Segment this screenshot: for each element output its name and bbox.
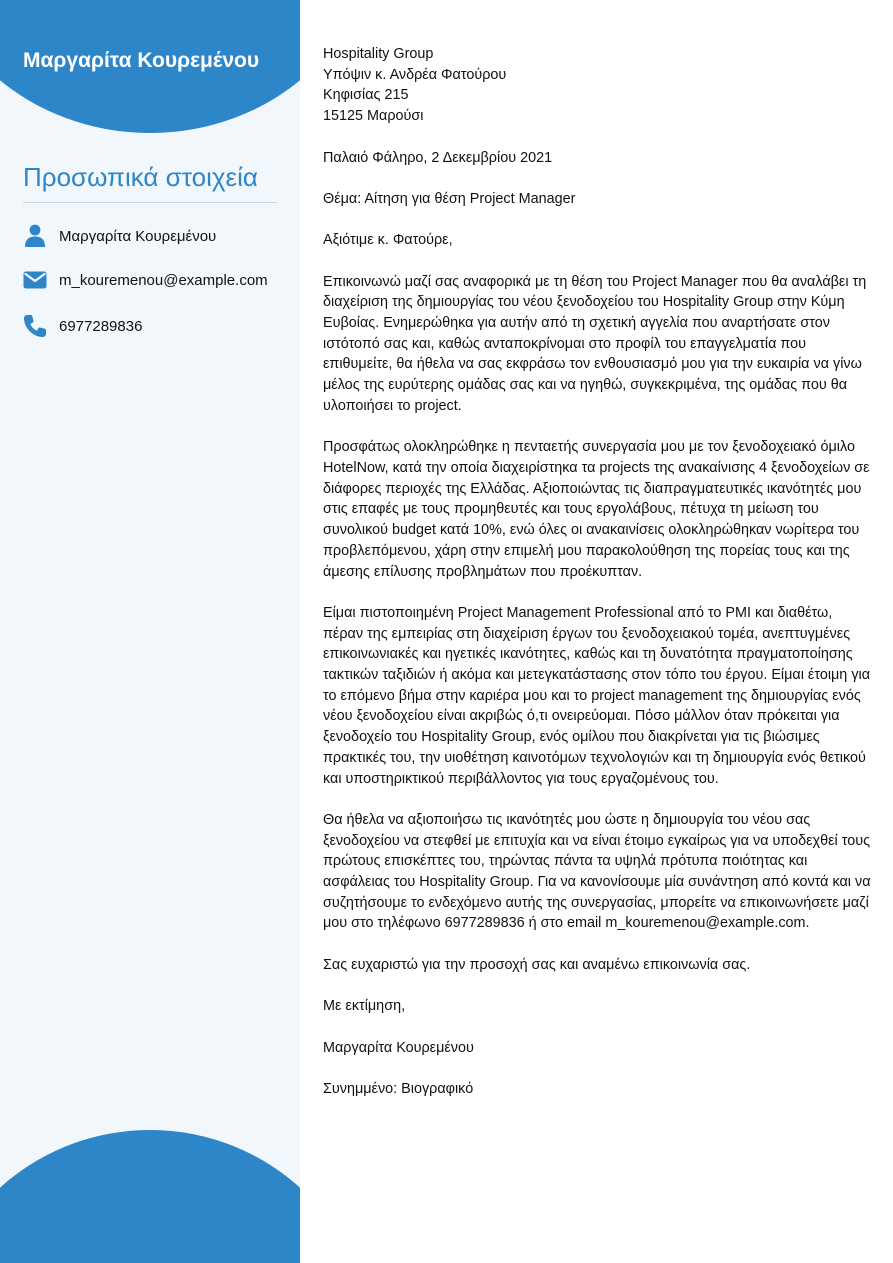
sidebar-footer-shape — [0, 1130, 300, 1263]
envelope-icon — [23, 268, 47, 292]
sidebar — [0, 0, 300, 1263]
subject-line: Θέμα: Αίτηση για θέση Project Manager — [323, 190, 576, 207]
contact-phone-row — [23, 312, 293, 340]
contact-name-row — [23, 222, 293, 250]
phone-icon — [23, 314, 47, 338]
contact-name-text: Μαργαρίτα Κουρεμένου — [59, 227, 217, 245]
body-paragraph: Σας ευχαριστώ για την προσοχή σας και αναμένω επικοινωνία σας. — [323, 956, 751, 973]
body-paragraph: Προσφάτως ολοκληρώθηκε η πενταετής συνεργασία μου με τον ξενοδοχειακό όμιλο HotelNow, κατά την οποία διαχειρίστηκα τα projects της ανακαίνισης 4 ξενοδοχείων σε διάφορες περιοχές της Ελλάδας. Αξιοποιώντας τις διαπραγματευτικές ικανότητές μου στις επαφές με τους προμηθευτές και τους εργολάβους, πέτυχα τη μείωση του συνολικού budget κατά 10%, ενώ όλες οι ανακαινίσεις ολοκληρώθηκαν νωρίτερα του προβλεπόμενου, χάρη στην επιμελή μου παρακολούθηση της πορείας τους και της άμεσης επίλυσης προβλημάτων που προέκυπταν. — [323, 439, 870, 580]
contact-phone-text: 6977289836 — [59, 317, 143, 335]
signature: Μαργαρίτα Κουρεμένου — [323, 1039, 474, 1056]
body-paragraph: Είμαι πιστοποιημένη Project Management Professional από το PMI και διαθέτω, πέραν της εμπειρίας στη διαχείριση έργων του ξενοδοχειακού τομέα, ανεπτυγμένες επικοινωνιακές και ηγετικές ικανότητες, καθώς και τη δυνατότητα πραγματοποίησης τακτικών ταξιδιών ή ακόμα και μετεγκατάστασης στον τόπο του έργου. Είμαι έτοιμη για το επόμενο βήμα στην καριέρα μου και το project management της δημιουργίας ενός νέου ξενοδοχείου είναι ακριβώς ό,τι ονειρεύομαι. Πόσο μάλλον όταν πρόκειται για ξενοδοχείο του Hospitality Group, ενός ομίλου που διακρίνεται για τις βιώσιμες πρακτικές του, την υιοθέτηση καινοτόμων τεχνολογιών και τη δημιουργία ενός θετικού και υποστηρικτικού περιβάλλοντος για τους εργαζομένους του. — [323, 604, 871, 787]
cover-letter — [323, 44, 871, 1120]
recipient-attention: Υπόψιν κ. Ανδρέα Φατούρου — [323, 66, 507, 83]
greeting: Αξιότιμε κ. Φατούρε, — [323, 232, 453, 249]
user-icon — [23, 224, 47, 248]
recipient-city: 15125 Μαρούσι — [323, 108, 424, 125]
attachment-note: Συνημμένο: Βιογραφικό — [323, 1080, 474, 1097]
contact-email-row — [23, 266, 293, 294]
closing: Με εκτίμηση, — [323, 998, 406, 1015]
applicant-name: Μαργαρίτα Κουρεμένου — [23, 49, 260, 72]
body-paragraph: Θα ήθελα να αξιοποιήσω τις ικανότητές μου ώστε η δημιουργία του νέου σας ξενοδοχείου να στεφθεί με επιτυχία και να είναι έτοιμο εγκαίρως για να υποδεχθεί τους πρώτους επισκέπτες του, τηρώντας πάντα τα υψηλά πρότυπα ποιότητας και ασφάλειας του Hospitality Group. Για να κανονίσουμε μία συνάντηση από κοντά και να συζητήσουμε το ενδεχόμενο αυτής της συνεργασίας, μπορείτε να επικοινωνήσετε μαζί μου στο τηλέφωνο 6977289836 ή στο email m_kouremenou@example.com. — [323, 811, 871, 932]
body-paragraph: Επικοινωνώ μαζί σας αναφορικά με τη θέση του Project Manager που θα αναλάβει τη διαχείριση της δημιουργίας του νέου ξενοδοχείου του Hospitality Group στην Κύμη Ευβοίας. Ενημερώθηκα για αυτήν από τη σχετική αγγελία που αναρτήσατε στον ιστότοπό σας και, καθώς ανταποκρίνομαι στο προφίλ του επαγγελματία που επιθυμείτε, θα ήθελα να σας εκφράσω τον ενθουσιασμό μου για την ευκαιρία να γίνω μέλος της ευρύτερης ομάδας σας και να ηγηθώ, συγκεκριμένα, της ομάδας που θα υλοποιήσει το project. — [323, 273, 867, 414]
recipient-address — [323, 44, 871, 127]
recipient-company: Hospitality Group — [323, 46, 434, 62]
place-date: Παλαιό Φάληρο, 2 Δεκεμβρίου 2021 — [323, 149, 553, 166]
recipient-street: Κηφισίας 215 — [323, 87, 409, 104]
personal-details-heading: Προσωπικά στοιχεία — [23, 160, 277, 203]
contact-email-text: m_kouremenou@example.com — [59, 271, 268, 289]
